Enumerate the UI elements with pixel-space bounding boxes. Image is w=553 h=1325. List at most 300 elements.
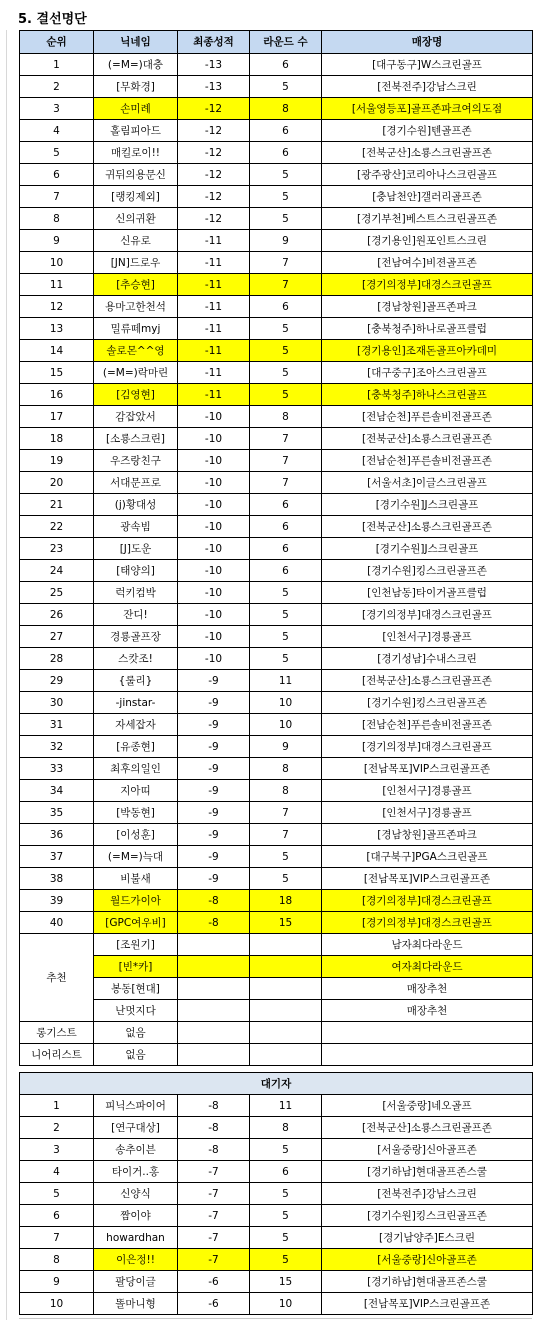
waiting-row <box>20 1183 533 1205</box>
rounds-cell: 6 <box>250 538 322 560</box>
nickname-cell: [김영현] <box>94 384 178 406</box>
special-blank <box>178 1044 250 1066</box>
score-cell: -8 <box>178 890 250 912</box>
longest-row <box>20 1022 533 1044</box>
rank-cell: 36 <box>20 824 94 846</box>
nickname-cell: [이성훈] <box>94 824 178 846</box>
nearest-row <box>20 1044 533 1066</box>
score-cell: -8 <box>178 912 250 934</box>
finalist-row <box>20 164 533 186</box>
finalist-row <box>20 516 533 538</box>
waiting-row <box>20 1161 533 1183</box>
store-cell: [인천서구]경룡골프 <box>322 802 533 824</box>
waiting-row <box>20 1249 533 1271</box>
waiting-spacer <box>20 1066 533 1073</box>
store-cell: [경남창원]골프존파크 <box>322 824 533 846</box>
score-cell: -9 <box>178 846 250 868</box>
rank-cell: 11 <box>20 274 94 296</box>
score-cell: -11 <box>178 362 250 384</box>
rounds-cell: 5 <box>250 164 322 186</box>
rounds-cell: 6 <box>250 120 322 142</box>
table-header-row <box>20 31 533 54</box>
rank-cell: 3 <box>20 1139 94 1161</box>
finalist-row <box>20 208 533 230</box>
nearest-value: 없음 <box>94 1044 178 1066</box>
waiting-row <box>20 1117 533 1139</box>
score-cell: -9 <box>178 758 250 780</box>
rank-cell: 13 <box>20 318 94 340</box>
rounds-cell: 9 <box>250 736 322 758</box>
rank-cell: 14 <box>20 340 94 362</box>
score-cell: -8 <box>178 1095 250 1117</box>
nickname-cell: [박동현] <box>94 802 178 824</box>
score-cell: -10 <box>178 494 250 516</box>
nickname-cell: 피닉스파이어 <box>94 1095 178 1117</box>
rounds-cell: 6 <box>250 494 322 516</box>
nickname-cell: 감잡았서 <box>94 406 178 428</box>
store-cell: [경기수원]텐골프존 <box>322 120 533 142</box>
store-cell: [경기용인]조재돈골프아카데미 <box>322 340 533 362</box>
finalist-row <box>20 54 533 76</box>
rounds-cell: 6 <box>250 296 322 318</box>
nearest-label: 니어리스트 <box>20 1044 94 1066</box>
store-cell: [경기수원]J스크린골프 <box>322 538 533 560</box>
store-cell: [경기성남]수내스크린 <box>322 648 533 670</box>
nickname-cell: [연구대상] <box>94 1117 178 1139</box>
store-cell: [인천서구]경룡골프 <box>322 626 533 648</box>
score-cell: -11 <box>178 340 250 362</box>
nickname-cell: [무화경] <box>94 76 178 98</box>
cropped-top-text <box>0 0 553 6</box>
rounds-cell: 6 <box>250 54 322 76</box>
rounds-cell: 7 <box>250 802 322 824</box>
special-blank <box>322 1044 533 1066</box>
nickname-cell: 광속빔 <box>94 516 178 538</box>
nickname-cell: 스캇조! <box>94 648 178 670</box>
finalist-row <box>20 780 533 802</box>
store-cell: [경기수원]킹스크린골프존 <box>322 560 533 582</box>
rounds-cell: 7 <box>250 450 322 472</box>
store-cell: [전북군산]소룡스크린골프존 <box>322 516 533 538</box>
score-cell: -9 <box>178 736 250 758</box>
store-cell: [경기하남]현대골프존스쿨 <box>322 1161 533 1183</box>
nickname-cell: 귀뒤의용문신 <box>94 164 178 186</box>
store-cell: [경기하남]현대골프존스쿨 <box>322 1271 533 1293</box>
rounds-cell: 5 <box>250 186 322 208</box>
rounds-cell: 5 <box>250 340 322 362</box>
rank-cell: 7 <box>20 1227 94 1249</box>
finalist-row <box>20 252 533 274</box>
store-cell: [전남여수]비젼골프존 <box>322 252 533 274</box>
score-cell: -10 <box>178 648 250 670</box>
rounds-cell: 6 <box>250 516 322 538</box>
waiting-header-row <box>20 1073 533 1095</box>
store-cell: [전북전주]강남스크린 <box>322 76 533 98</box>
rank-cell: 16 <box>20 384 94 406</box>
nickname-cell: 짬이야 <box>94 1205 178 1227</box>
nickname-cell: howardhan <box>94 1227 178 1249</box>
waiting-row <box>20 1205 533 1227</box>
waiting-row <box>20 1271 533 1293</box>
rank-cell: 23 <box>20 538 94 560</box>
score-cell: -12 <box>178 98 250 120</box>
store-cell: [서울중랑]신아골프존 <box>322 1249 533 1271</box>
store-cell: [경기수원]J스크린골프 <box>322 494 533 516</box>
waiting-row <box>20 1139 533 1161</box>
finalist-row <box>20 318 533 340</box>
waiting-row <box>20 1293 533 1315</box>
nickname-cell: 밀류떼myj <box>94 318 178 340</box>
nickname-cell: {룰리} <box>94 670 178 692</box>
rank-cell: 25 <box>20 582 94 604</box>
finalist-row <box>20 890 533 912</box>
finalist-row <box>20 98 533 120</box>
finalist-row <box>20 472 533 494</box>
score-cell: -6 <box>178 1293 250 1315</box>
recommend-nick: 난멋지다 <box>94 1000 178 1022</box>
finalist-row <box>20 802 533 824</box>
longest-label: 롱기스트 <box>20 1022 94 1044</box>
store-cell: [서울영등포]골프존파크여의도점 <box>322 98 533 120</box>
nickname-cell: 경룡골프장 <box>94 626 178 648</box>
store-cell: [전북군산]소룡스크린골프존 <box>322 142 533 164</box>
rank-cell: 6 <box>20 164 94 186</box>
recommend-blank <box>178 934 250 956</box>
rounds-cell: 6 <box>250 142 322 164</box>
rank-cell: 5 <box>20 1183 94 1205</box>
recommend-blank <box>178 978 250 1000</box>
score-cell: -7 <box>178 1183 250 1205</box>
store-cell: [경기의정부]대경스크린골프 <box>322 890 533 912</box>
rank-cell: 30 <box>20 692 94 714</box>
nickname-cell: [J]도운 <box>94 538 178 560</box>
rank-cell: 8 <box>20 1249 94 1271</box>
rounds-cell: 5 <box>250 362 322 384</box>
score-cell: -10 <box>178 450 250 472</box>
rank-cell: 27 <box>20 626 94 648</box>
rank-cell: 6 <box>20 1205 94 1227</box>
finalist-row <box>20 428 533 450</box>
rounds-cell: 5 <box>250 868 322 890</box>
rounds-cell: 5 <box>250 318 322 340</box>
nickname-cell: 잔디! <box>94 604 178 626</box>
finalist-row <box>20 692 533 714</box>
waiting-row <box>20 1227 533 1249</box>
rounds-cell: 10 <box>250 692 322 714</box>
rank-cell: 12 <box>20 296 94 318</box>
rank-cell: 28 <box>20 648 94 670</box>
nickname-cell: (j)황대성 <box>94 494 178 516</box>
finalist-row <box>20 868 533 890</box>
finalist-row <box>20 494 533 516</box>
header-rank: 순위 <box>20 31 94 54</box>
recommend-reason: 매장추천 <box>322 1000 533 1022</box>
nickname-cell: 비불새 <box>94 868 178 890</box>
store-cell: [전남순천]푸른솔비전골프존 <box>322 714 533 736</box>
recommend-blank <box>178 956 250 978</box>
finalist-row <box>20 296 533 318</box>
bottom-rule <box>19 1318 532 1319</box>
finalist-body <box>20 54 533 934</box>
rounds-cell: 7 <box>250 274 322 296</box>
rounds-cell: 5 <box>250 648 322 670</box>
score-cell: -10 <box>178 428 250 450</box>
finalist-row <box>20 560 533 582</box>
nickname-cell: 럭키컴박 <box>94 582 178 604</box>
special-blank <box>322 1022 533 1044</box>
score-cell: -10 <box>178 604 250 626</box>
store-cell: [인천서구]경룡골프 <box>322 780 533 802</box>
finalist-row <box>20 582 533 604</box>
rounds-cell: 7 <box>250 472 322 494</box>
store-cell: [경기수원]킹스크린골프존 <box>322 692 533 714</box>
store-cell: [대구동구]W스크린골프 <box>322 54 533 76</box>
waiting-body <box>20 1095 533 1315</box>
rank-cell: 31 <box>20 714 94 736</box>
nickname-cell: 신양식 <box>94 1183 178 1205</box>
score-cell: -9 <box>178 692 250 714</box>
store-cell: [대구북구]PGA스크린골프 <box>322 846 533 868</box>
rounds-cell: 11 <box>250 1095 322 1117</box>
nickname-cell: 월드가이아 <box>94 890 178 912</box>
nickname-cell: [GPC여우비] <box>94 912 178 934</box>
score-cell: -10 <box>178 560 250 582</box>
score-cell: -13 <box>178 76 250 98</box>
store-cell: [전북군산]소룡스크린골프존 <box>322 1117 533 1139</box>
store-cell: [충북청주]하나스크린골프 <box>322 384 533 406</box>
waiting-title: 대기자 <box>20 1073 533 1095</box>
nickname-cell: 똘마니형 <box>94 1293 178 1315</box>
rounds-cell: 15 <box>250 912 322 934</box>
score-cell: -9 <box>178 670 250 692</box>
rounds-cell: 15 <box>250 1271 322 1293</box>
nickname-cell: 타이거..홍 <box>94 1161 178 1183</box>
store-cell: [전북군산]소룡스크린골프존 <box>322 670 533 692</box>
nickname-cell: 최후의일인 <box>94 758 178 780</box>
score-cell: -6 <box>178 1271 250 1293</box>
store-cell: [경기의정부]대경스크린골프 <box>322 274 533 296</box>
nickname-cell: 송추이븐 <box>94 1139 178 1161</box>
rounds-cell: 5 <box>250 1227 322 1249</box>
nickname-cell: [소룡스크린] <box>94 428 178 450</box>
rounds-cell: 10 <box>250 1293 322 1315</box>
nickname-cell: 홀림피아드 <box>94 120 178 142</box>
recommend-reason: 남자최다라운드 <box>322 934 533 956</box>
finalist-row <box>20 142 533 164</box>
rounds-cell: 5 <box>250 1249 322 1271</box>
rank-cell: 18 <box>20 428 94 450</box>
nickname-cell: 서대문프로 <box>94 472 178 494</box>
rank-cell: 10 <box>20 1293 94 1315</box>
header-final-score: 최종성적 <box>178 31 250 54</box>
rank-cell: 15 <box>20 362 94 384</box>
nickname-cell: [태양의] <box>94 560 178 582</box>
recommend-nick: [조원기] <box>94 934 178 956</box>
rounds-cell: 5 <box>250 604 322 626</box>
nickname-cell: 신유로 <box>94 230 178 252</box>
nickname-cell: 자세잡자 <box>94 714 178 736</box>
score-cell: -13 <box>178 54 250 76</box>
store-cell: [전북군산]소룡스크린골프존 <box>322 428 533 450</box>
special-blank <box>178 1022 250 1044</box>
recommend-row <box>20 1000 533 1022</box>
rank-cell: 2 <box>20 1117 94 1139</box>
store-cell: [광주광산]코리아나스크린골프 <box>322 164 533 186</box>
finalist-row <box>20 538 533 560</box>
rank-cell: 5 <box>20 142 94 164</box>
nickname-cell: 용마고한천석 <box>94 296 178 318</box>
nickname-cell: [추승현] <box>94 274 178 296</box>
finalist-row <box>20 340 533 362</box>
rank-cell: 32 <box>20 736 94 758</box>
rounds-cell: 8 <box>250 780 322 802</box>
recommend-blank <box>178 1000 250 1022</box>
section-title: 5. 결선명단 <box>18 12 87 27</box>
rounds-cell: 7 <box>250 824 322 846</box>
store-cell: [서울중랑]네오골프 <box>322 1095 533 1117</box>
rank-cell: 7 <box>20 186 94 208</box>
finalist-row <box>20 186 533 208</box>
rounds-cell: 7 <box>250 252 322 274</box>
score-cell: -9 <box>178 824 250 846</box>
score-cell: -9 <box>178 802 250 824</box>
recommend-blank <box>250 956 322 978</box>
rounds-cell: 8 <box>250 1117 322 1139</box>
store-cell: [충남천안]갤러리골프존 <box>322 186 533 208</box>
score-cell: -11 <box>178 296 250 318</box>
recommend-nick: [빈*카] <box>94 956 178 978</box>
store-cell: [전북전주]강남스크린 <box>322 1183 533 1205</box>
rank-cell: 24 <box>20 560 94 582</box>
rounds-cell: 8 <box>250 758 322 780</box>
finalist-row <box>20 626 533 648</box>
nickname-cell: 지아띠 <box>94 780 178 802</box>
waiting-spacer-row <box>20 1066 533 1073</box>
rank-cell: 8 <box>20 208 94 230</box>
rank-cell: 20 <box>20 472 94 494</box>
score-cell: -12 <box>178 186 250 208</box>
rank-cell: 38 <box>20 868 94 890</box>
score-cell: -8 <box>178 1139 250 1161</box>
recommend-blank <box>250 934 322 956</box>
rounds-cell: 5 <box>250 384 322 406</box>
finalist-row <box>20 230 533 252</box>
score-cell: -9 <box>178 780 250 802</box>
rounds-cell: 8 <box>250 406 322 428</box>
store-cell: [전남순천]푸른솔비전골프존 <box>322 450 533 472</box>
score-cell: -10 <box>178 582 250 604</box>
score-cell: -10 <box>178 406 250 428</box>
score-cell: -10 <box>178 626 250 648</box>
rounds-cell: 5 <box>250 76 322 98</box>
score-cell: -7 <box>178 1249 250 1271</box>
finalist-row <box>20 648 533 670</box>
recommend-blank <box>250 978 322 1000</box>
nickname-cell: -jinstar- <box>94 692 178 714</box>
store-cell: [경기수원]킹스크린골프존 <box>322 1205 533 1227</box>
finalist-row <box>20 758 533 780</box>
rank-cell: 26 <box>20 604 94 626</box>
store-cell: [전남목포]VIP스크린골프존 <box>322 758 533 780</box>
nickname-cell: 이은정!! <box>94 1249 178 1271</box>
rank-cell: 17 <box>20 406 94 428</box>
rank-cell: 3 <box>20 98 94 120</box>
header-rounds: 라운드 수 <box>250 31 322 54</box>
rank-cell: 29 <box>20 670 94 692</box>
store-cell: [전남목포]VIP스크린골프존 <box>322 1293 533 1315</box>
finalist-row <box>20 120 533 142</box>
finalist-row <box>20 824 533 846</box>
rounds-cell: 5 <box>250 626 322 648</box>
score-cell: -10 <box>178 538 250 560</box>
store-cell: [대구중구]조아스크린골프 <box>322 362 533 384</box>
rank-cell: 2 <box>20 76 94 98</box>
score-cell: -11 <box>178 274 250 296</box>
score-cell: -7 <box>178 1205 250 1227</box>
rank-cell: 4 <box>20 1161 94 1183</box>
rounds-cell: 18 <box>250 890 322 912</box>
finalist-row <box>20 670 533 692</box>
rounds-cell: 5 <box>250 208 322 230</box>
score-cell: -12 <box>178 208 250 230</box>
score-cell: -12 <box>178 164 250 186</box>
header-nickname: 닉네임 <box>94 31 178 54</box>
nickname-cell: (=M=)늑대 <box>94 846 178 868</box>
nickname-cell: 우즈랑친구 <box>94 450 178 472</box>
rank-cell: 9 <box>20 1271 94 1293</box>
special-blank <box>250 1044 322 1066</box>
rounds-cell: 8 <box>250 98 322 120</box>
left-margin-rule <box>6 30 7 1320</box>
recommend-label: 추천 <box>20 934 94 1022</box>
recommend-row <box>20 956 533 978</box>
store-cell: [경기남양주]E스크린 <box>322 1227 533 1249</box>
score-cell: -11 <box>178 318 250 340</box>
nickname-cell: 솔로몬^^영 <box>94 340 178 362</box>
rank-cell: 10 <box>20 252 94 274</box>
score-cell: -7 <box>178 1161 250 1183</box>
store-cell: [경기의정부]대경스크린골프 <box>322 912 533 934</box>
rank-cell: 22 <box>20 516 94 538</box>
rank-cell: 34 <box>20 780 94 802</box>
score-cell: -11 <box>178 384 250 406</box>
score-cell: -12 <box>178 142 250 164</box>
recommend-row <box>20 934 533 956</box>
nickname-cell: 팔당이글 <box>94 1271 178 1293</box>
rounds-cell: 5 <box>250 1205 322 1227</box>
nickname-cell: 신의귀환 <box>94 208 178 230</box>
finalist-row <box>20 274 533 296</box>
rank-cell: 1 <box>20 54 94 76</box>
nickname-cell: (=M=)락마린 <box>94 362 178 384</box>
finalist-row <box>20 714 533 736</box>
rank-cell: 4 <box>20 120 94 142</box>
nickname-cell: [랭킹제외] <box>94 186 178 208</box>
rank-cell: 35 <box>20 802 94 824</box>
score-cell: -10 <box>178 516 250 538</box>
rounds-cell: 5 <box>250 846 322 868</box>
rounds-cell: 11 <box>250 670 322 692</box>
store-cell: [전남목포]VIP스크린골프존 <box>322 868 533 890</box>
store-cell: [인천남동]타이거골프클럽 <box>322 582 533 604</box>
recommend-blank <box>250 1000 322 1022</box>
nickname-cell: 손미례 <box>94 98 178 120</box>
store-cell: [경기용인]원포인트스크린 <box>322 230 533 252</box>
store-cell: [경기부천]베스트스크린골프존 <box>322 208 533 230</box>
recommend-nick: 봉동[현대] <box>94 978 178 1000</box>
rounds-cell: 5 <box>250 582 322 604</box>
finalist-row <box>20 406 533 428</box>
